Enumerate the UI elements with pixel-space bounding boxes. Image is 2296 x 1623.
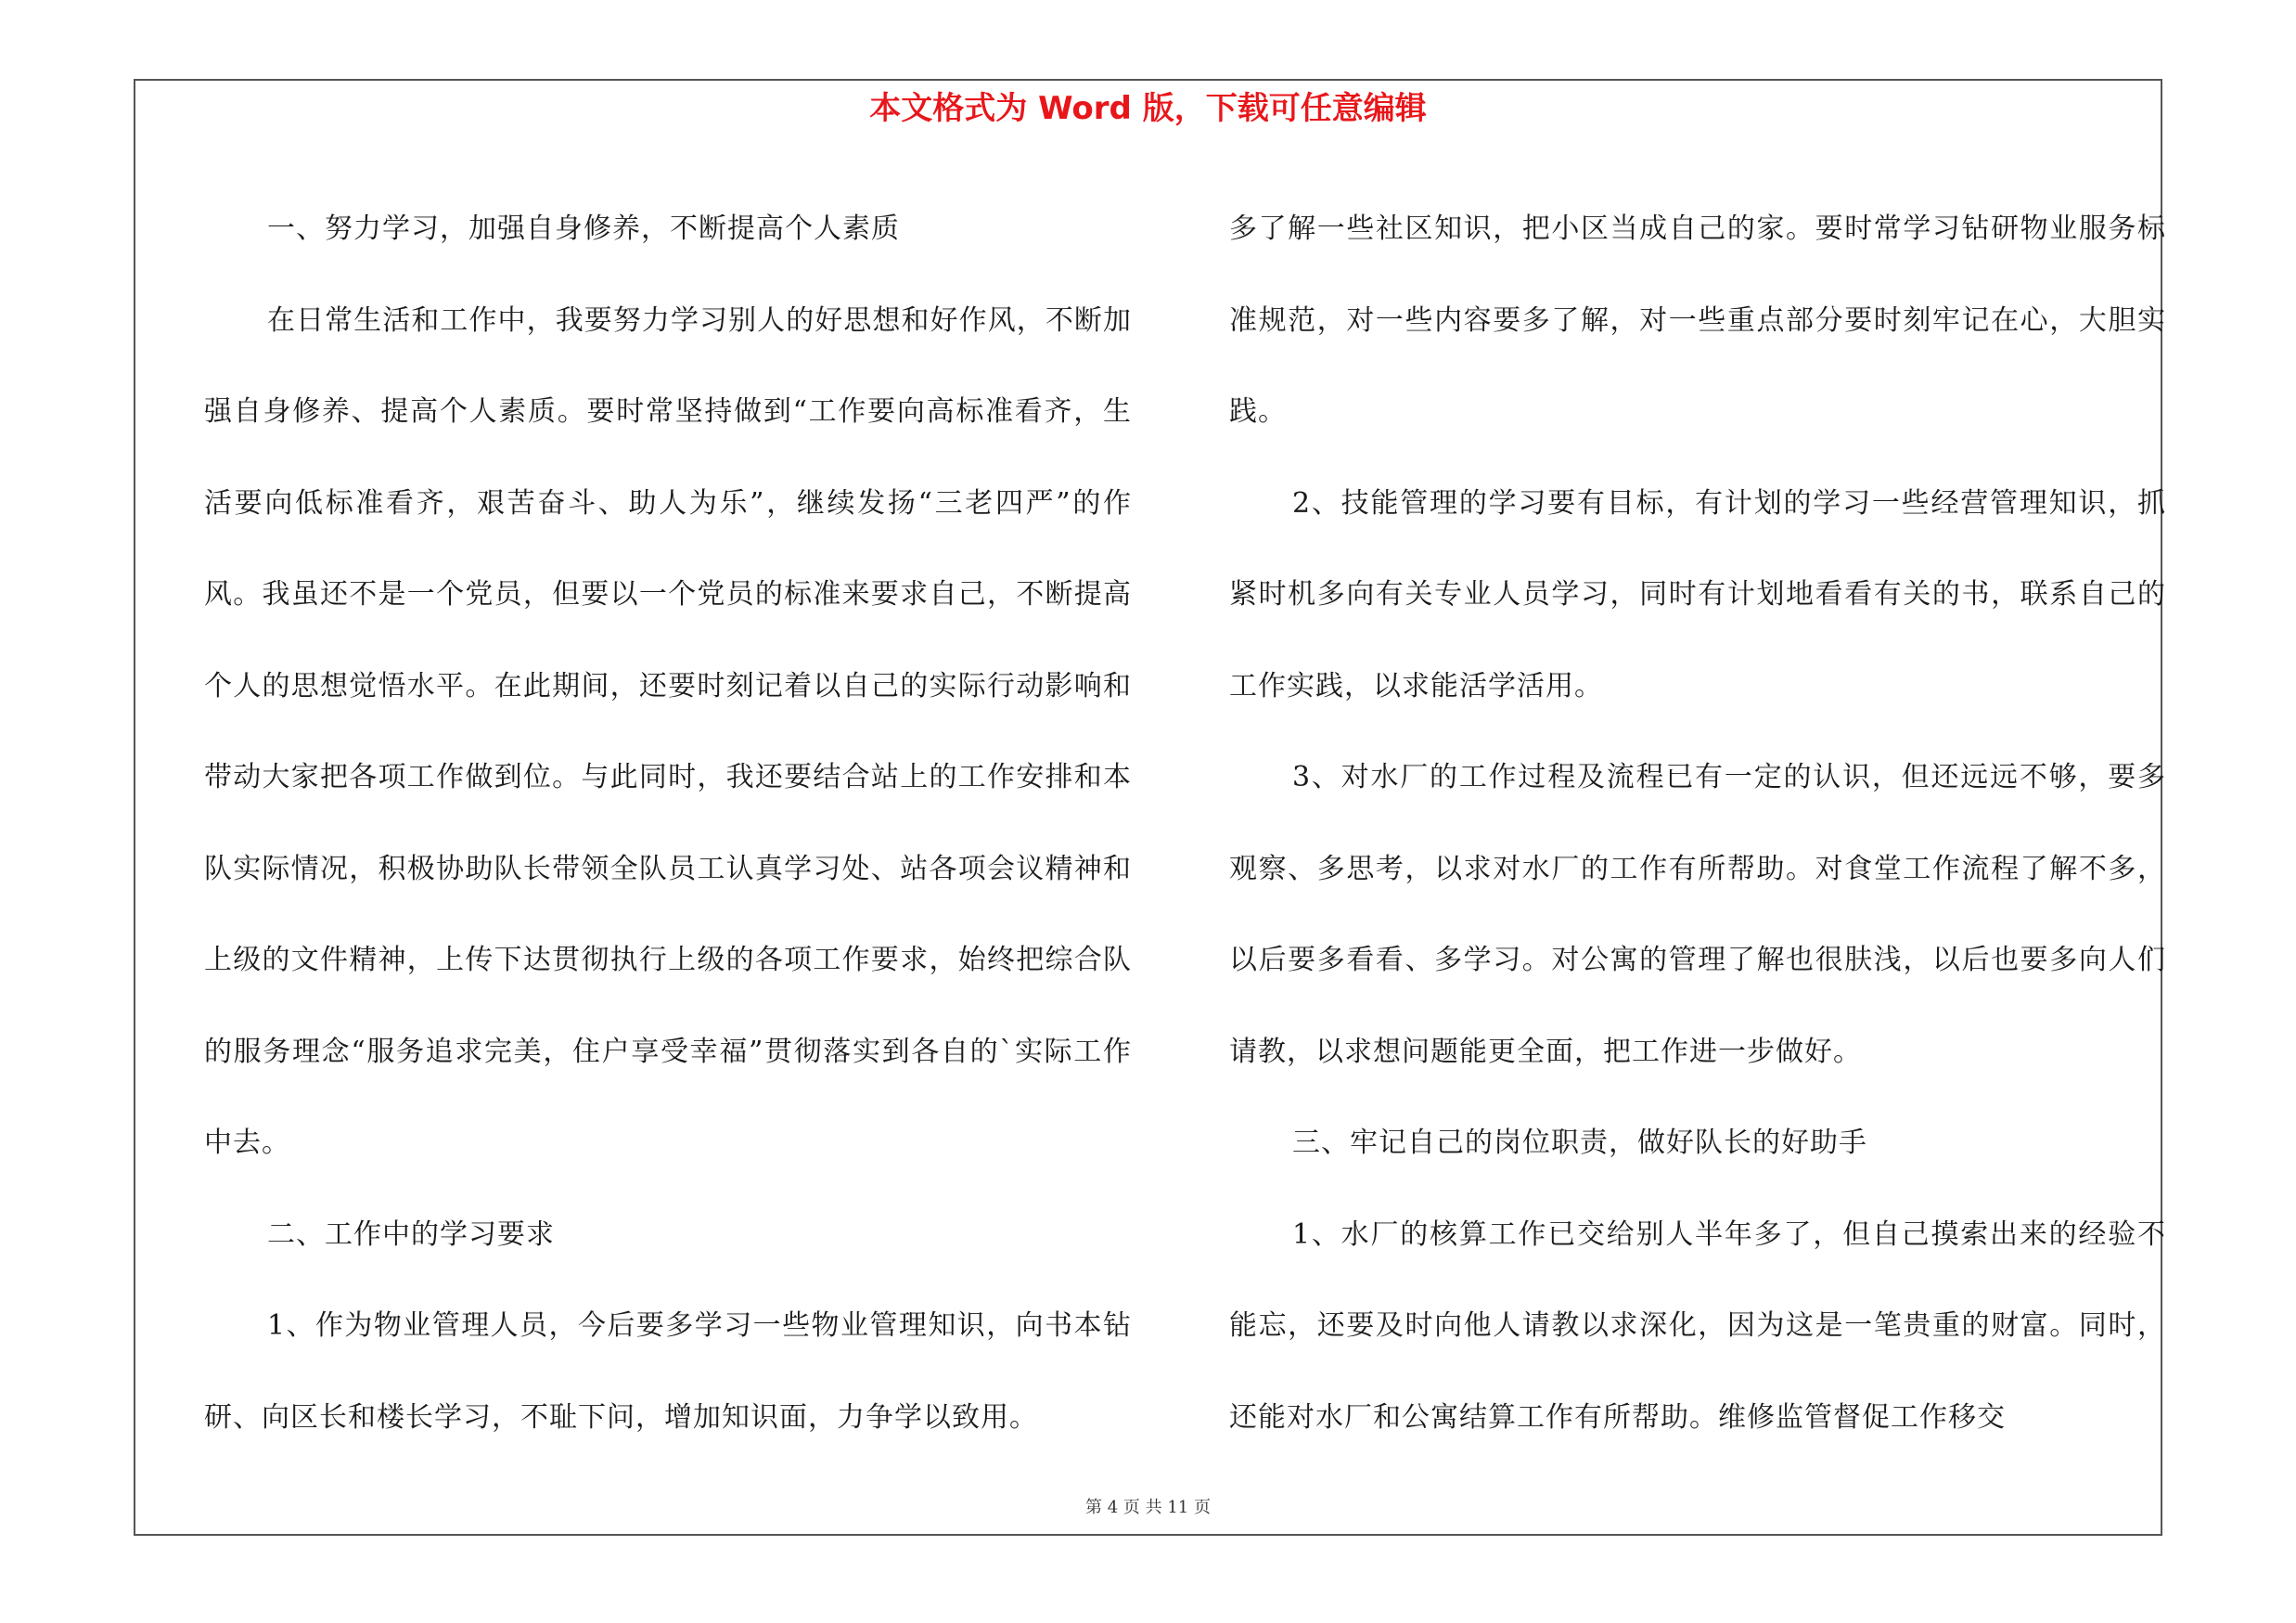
heading-study: 一、努力学习，加强自身修养，不断提高个人素质	[267, 213, 900, 245]
page-number: 第 4 页 共 11 页	[1085, 1498, 1211, 1517]
paragraph-water-plant: 3、对水厂的工作过程及流程已有一定的认识，但还远远不够，要多观察、多思考，以求对水厂的工作有所帮助。对食堂工作流程了解不多，以后要多看看、多学习。对公寓的管理了解也很肤浅，以后也要多向人们请教，以求想问题能更全面，把工作进一步做好。	[1229, 761, 2166, 1068]
right-column	[1229, 184, 2166, 1463]
paragraph-property-management: 1、作为物业管理人员，今后要多学习一些物业管理知识，向书本钻研、向区长和楼长学习，不耻下问，增加知识面，力争学以致用。	[204, 1309, 1132, 1434]
paragraph-skill-management: 2、技能管理的学习要有目标，有计划的学习一些经营管理知识，抓紧时机多向有关专业人员学习，同时有计划地看看有关的书，联系自己的工作实践，以求能活学活用。	[1229, 486, 2166, 702]
format-banner: 本文格式为 Word 版，下载可任意编辑	[869, 90, 1427, 127]
heading-work-study: 二、工作中的学习要求	[267, 1217, 555, 1251]
paragraph-daily-life: 在日常生活和工作中，我要努力学习别人的好思想和好作风，不断加强自身修养、提高个人素质。要时常坚持做到“工作要向高标准看齐，生活要向低标准看齐，艰苦奋斗、助人为乐”，继续发扬“三老四严”的作风。我虽还不是一个党员，但要以一个党员的标准来要求自己，不断提高个人的思想觉悟水平。在此期间，还要时刻记着以自己的实际行动影响和带动大家把各项工作做到位。与此同时，我还要结合站上的工作安排和本队实际情况，积极协助队长带领全队员工认真学习处、站各项会议精神和上级的文件精神，上传下达贯彻执行上级的各项工作要求，始终把综合队的服务理念“服务追求完美，住户享受幸福”贯彻落实到各自的`实际工作中去。	[204, 303, 1132, 1159]
heading-job-duties: 三、牢记自己的岗位职责，做好队长的好助手	[1292, 1127, 1867, 1159]
paragraph-accounting: 1、水厂的核算工作已交给别人半年多了，但自己摸索出来的经验不能忘，还要及时向他人请教以求深化，因为这是一笔贵重的财富。同时，还能对水厂和公寓结算工作有所帮助。维修监管督促工作移交	[1229, 1217, 2166, 1434]
paragraph-community-knowledge: 多了解一些社区知识，把小区当成自己的家。要时常学习钻研物业服务标准规范，对一些内容要多了解，对一些重点部分要时刻牢记在心，大胆实践。	[1229, 213, 2166, 428]
left-column	[204, 184, 1132, 1463]
